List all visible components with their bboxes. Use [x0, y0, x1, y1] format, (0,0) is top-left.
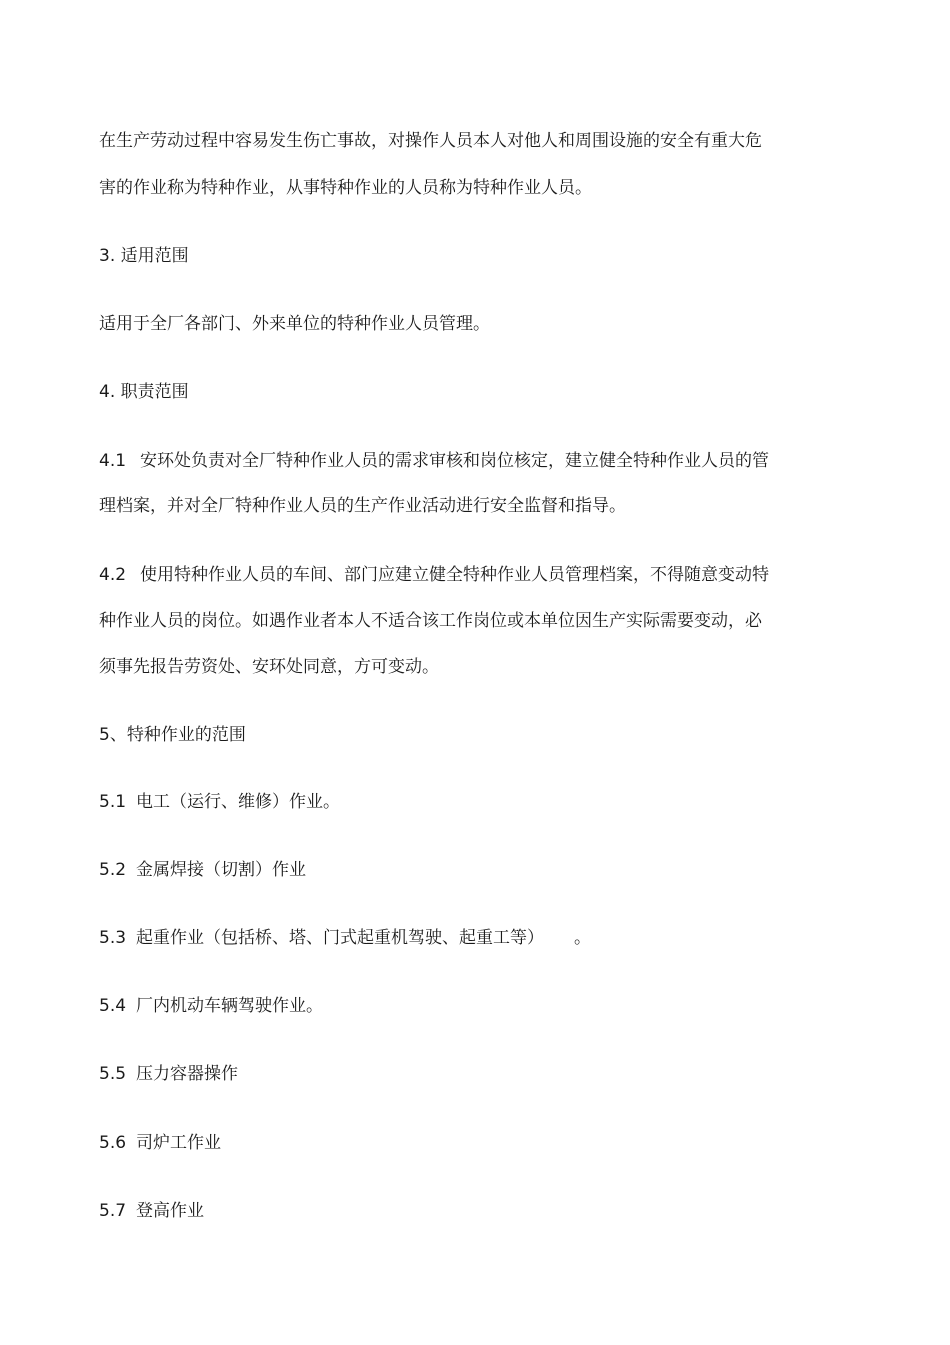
section-text: 安环处负责对全厂特种作业人员的需求审核和岗位核定，建立健全特种作业人员的管 — [140, 451, 770, 471]
item-text: 厂内机动车辆驾驶作业。 — [136, 996, 324, 1016]
section-4-2-line2: 种作业人员的岗位。如遇作业者本人不适合该工作岗位或本单位因生产实际需要变动，必 — [99, 611, 762, 631]
paragraph-definition-line1: 在生产劳动过程中容易发生伤亡事故，对操作人员本人对他人和周围设施的安全有重大危 — [99, 131, 762, 151]
section-4-1-line1 — [99, 450, 769, 472]
item-number: 5.4 — [99, 996, 127, 1016]
paragraph-definition-line2: 害的作业称为特种作业，从事特种作业的人员称为特种作业人员。 — [99, 178, 592, 198]
paragraph-scope: 适用于全厂各部门、外来单位的特种作业人员管理。 — [99, 314, 490, 334]
heading-special-operations-range: 5、特种作业的范围 — [99, 725, 246, 745]
item-text: 登高作业 — [136, 1201, 205, 1221]
section-number: 4.1 — [99, 451, 127, 471]
item-text: 司炉工作业 — [136, 1133, 222, 1153]
item-number: 5.1 — [99, 792, 127, 812]
item-tail: 。 — [574, 928, 592, 948]
item-number: 5.6 — [99, 1133, 127, 1153]
item-number: 5.5 — [99, 1064, 127, 1084]
heading-scope: 3. 适用范围 — [99, 246, 189, 266]
item-text: 压力容器操作 — [136, 1064, 239, 1084]
section-4-1-line2: 理档案，并对全厂特种作业人员的生产作业活动进行安全监督和指导。 — [99, 496, 626, 516]
list-item — [99, 1200, 204, 1222]
item-number: 5.3 — [99, 928, 127, 948]
list-item — [99, 1132, 221, 1154]
item-text: 金属焊接（切割）作业 — [136, 860, 307, 880]
item-number: 5.2 — [99, 860, 127, 880]
list-item — [99, 859, 306, 881]
item-text: 起重作业（包括桥、塔、门式起重机驾驶、起重工等） — [136, 928, 545, 948]
section-text: 使用特种作业人员的车间、部门应建立健全特种作业人员管理档案，不得随意变动特 — [140, 565, 770, 585]
list-item — [99, 791, 340, 813]
item-text: 电工（运行、维修）作业。 — [136, 792, 341, 812]
section-4-2-line1 — [99, 564, 769, 586]
list-item — [99, 927, 591, 949]
list-item — [99, 995, 323, 1017]
heading-responsibilities: 4. 职责范围 — [99, 382, 189, 402]
section-number: 4.2 — [99, 565, 127, 585]
section-4-2-line3: 须事先报告劳资处、安环处同意，方可变动。 — [99, 657, 439, 677]
list-item — [99, 1063, 238, 1085]
item-number: 5.7 — [99, 1201, 127, 1221]
